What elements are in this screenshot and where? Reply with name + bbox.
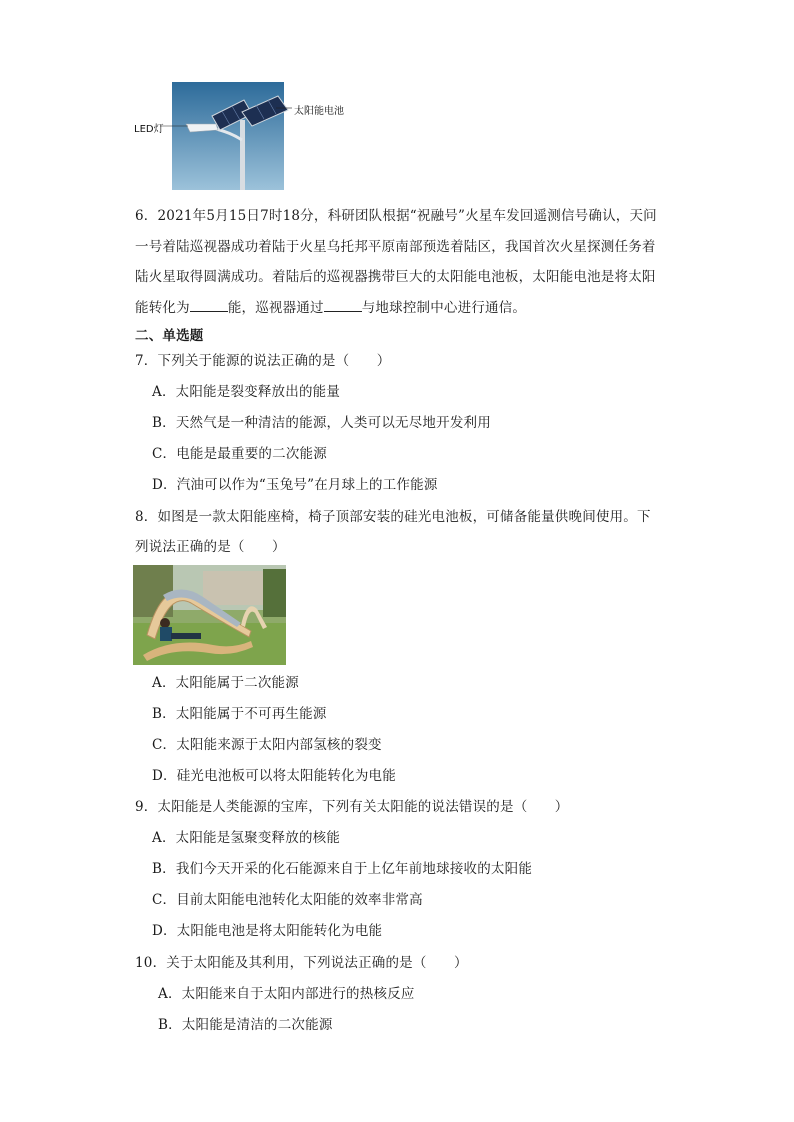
q9-option-c[interactable]: C．目前太阳能电池转化太阳能的效率非常高 <box>152 892 423 908</box>
q8-option-d[interactable]: D．硅光电池板可以将太阳能转化为电能 <box>152 768 396 784</box>
section-heading: 二、单选题 <box>135 328 204 344</box>
solar-chair-photo <box>133 565 286 665</box>
q10-option-b[interactable]: B．太阳能是清洁的二次能源 <box>158 1017 333 1033</box>
solar-streetlight-illustration <box>132 80 362 192</box>
solar-cell-label: 太阳能电池 <box>294 106 344 117</box>
q6-line3: 陆火星取得圆满成功。着陆后的巡视器携带巨大的太阳能电池板，太阳能电池是将太阳 <box>135 269 656 285</box>
solar-chair-illustration <box>133 565 286 665</box>
answer-blank-1[interactable] <box>190 299 228 312</box>
q6-line2: 一号着陆巡视器成功着陆于火星乌托邦平原南部预选着陆区，我国首次火星探测任务着 <box>135 239 656 255</box>
q8-option-c[interactable]: C．太阳能来源于太阳内部氢核的裂变 <box>152 737 382 753</box>
q9-option-b[interactable]: B．我们今天开采的化石能源来自于上亿年前地球接收的太阳能 <box>152 861 533 877</box>
q6-line4 <box>135 299 526 317</box>
q9-option-a[interactable]: A．太阳能是氢聚变释放的核能 <box>152 830 341 846</box>
q7-option-c[interactable]: C．电能是最重要的二次能源 <box>152 446 327 462</box>
q8-option-b[interactable]: B．太阳能属于不可再生能源 <box>152 706 327 722</box>
q8-line2: 列说法正确的是（ ） <box>135 539 286 555</box>
q10-stem: 10．关于太阳能及其利用，下列说法正确的是（ ） <box>135 955 468 971</box>
q7-option-a[interactable]: A．太阳能是裂变释放出的能量 <box>152 384 341 400</box>
q6-line1: 6．2021年5月15日7时18分，科研团队根据“祝融号”火星车发回遥测信号确认，天问 <box>135 208 657 224</box>
solar-streetlight-figure <box>132 80 362 192</box>
q6-line4-part-b: 能，巡视器通过 <box>227 300 324 316</box>
led-lamp-label: LED灯 <box>134 124 164 135</box>
answer-blank-2[interactable] <box>324 299 362 312</box>
q10-option-a[interactable]: A．太阳能来自于太阳内部进行的热核反应 <box>158 986 415 1002</box>
q8-option-a[interactable]: A．太阳能属于二次能源 <box>152 675 299 691</box>
q7-option-b[interactable]: B．天然气是一种清洁的能源，人类可以无尽地开发利用 <box>152 415 491 431</box>
q9-option-d[interactable]: D．太阳能电池是将太阳能转化为电能 <box>152 923 383 939</box>
q9-stem: 9．太阳能是人类能源的宝库，下列有关太阳能的说法错误的是（ ） <box>135 799 569 815</box>
q6-line4-part-c: 与地球控制中心进行通信。 <box>361 300 527 316</box>
q7-option-d[interactable]: D．汽油可以作为“玉兔号”在月球上的工作能源 <box>152 477 438 493</box>
q8-line1: 8．如图是一款太阳能座椅，椅子顶部安装的硅光电池板，可储备能量供晚间使用。下 <box>135 509 651 525</box>
q6-line4-part-a: 能转化为 <box>135 300 190 316</box>
q7-stem: 7．下列关于能源的说法正确的是（ ） <box>135 353 391 369</box>
